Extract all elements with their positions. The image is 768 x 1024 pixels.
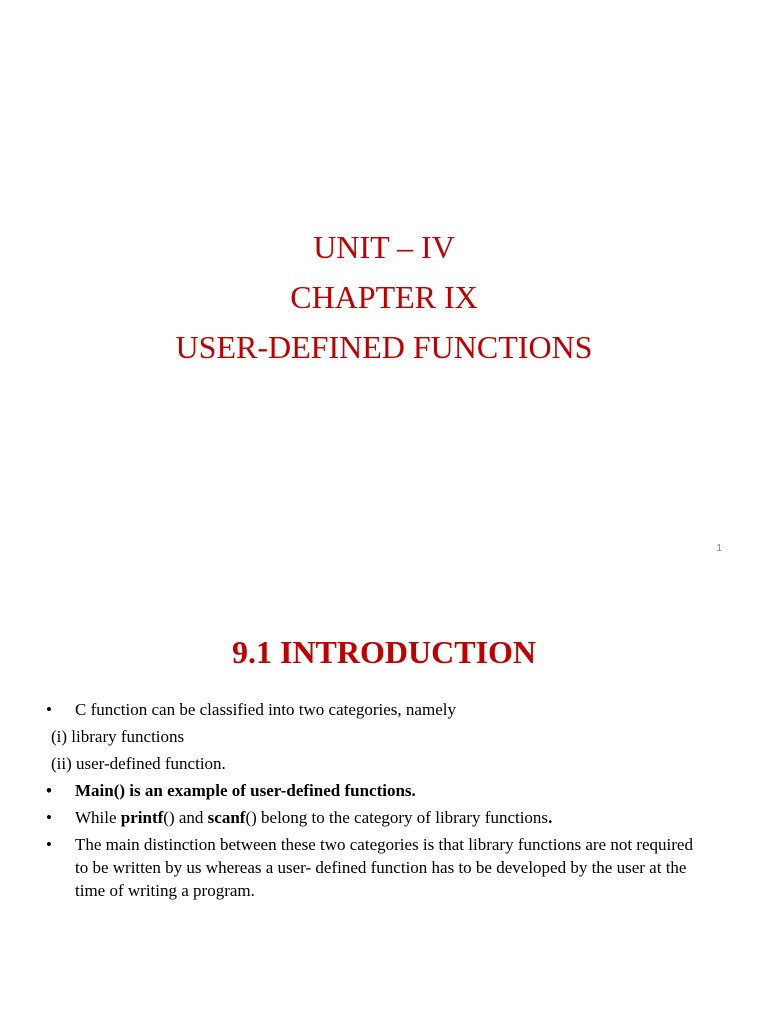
title-block <box>0 222 768 372</box>
bullet-icon: • <box>46 700 52 719</box>
item-text: C function can be classified into two categories, namely <box>75 700 456 719</box>
item-text: Main() is an example of user-defined functions. <box>75 781 416 800</box>
list-item <box>46 833 706 902</box>
item-text-period: . <box>548 808 553 827</box>
section-heading: 9.1 INTRODUCTION <box>231 634 537 670</box>
bullet-icon: • <box>46 781 52 800</box>
introduction-slide <box>0 576 768 1024</box>
bullet-icon: • <box>46 835 52 854</box>
list-item <box>46 698 706 721</box>
item-text-part: () and <box>163 808 208 827</box>
sub-item-library-functions: (i) library functions <box>51 727 185 746</box>
item-text-part: While <box>75 808 121 827</box>
chapter-title: CHAPTER IX <box>290 279 478 315</box>
list-item <box>46 779 706 802</box>
scanf-keyword: scanf <box>207 808 246 827</box>
sub-item-user-defined-function: (ii) user-defined function. <box>51 754 226 773</box>
unit-title: UNIT – IV <box>313 229 455 265</box>
list-item <box>46 806 706 829</box>
item-text: The main distinction between these two categories is that library functions are not required to be written by us whereas a user- defined function has to be developed by the user at the time of writing a program. <box>75 835 693 900</box>
topic-title: USER-DEFINED FUNCTIONS <box>175 329 593 365</box>
page-number: 1 <box>716 543 722 554</box>
item-text-part: () belong to the category of library functions <box>245 808 549 827</box>
bullet-list <box>46 698 706 906</box>
printf-keyword: printf <box>120 808 164 827</box>
bullet-icon: • <box>46 808 52 827</box>
